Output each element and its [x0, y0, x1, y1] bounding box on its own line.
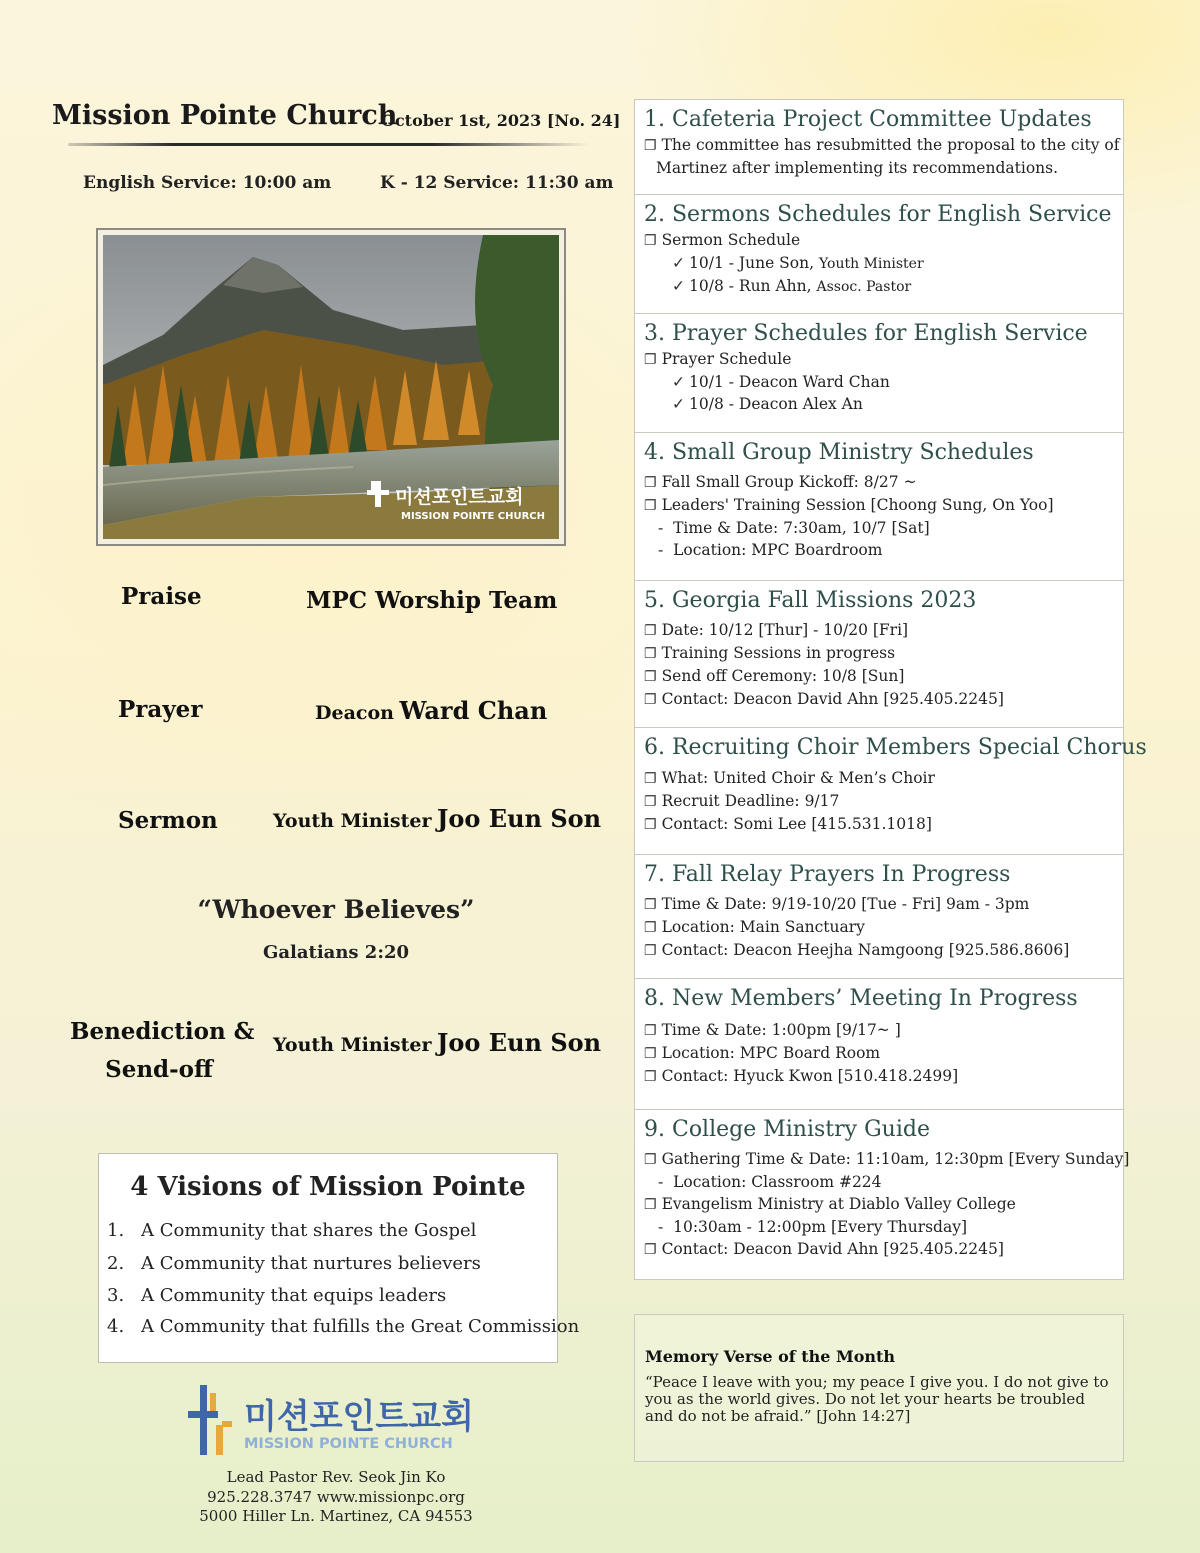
announcement-4: [634, 433, 1124, 581]
checkbox-icon: ❐: [644, 1023, 657, 1039]
announcement-9: [634, 1110, 1130, 1280]
k12-service-time: K - 12 Service: 11:30 am: [380, 173, 614, 193]
phone-website: 925.228.3747 www.missionpc.org: [207, 1488, 465, 1506]
checkbox-icon: ❐: [644, 233, 657, 249]
announcement-title: 5. Georgia Fall Missions 2023: [644, 588, 977, 613]
announcement-line: ❐ Location: Main Sanctuary: [644, 918, 865, 936]
announcement-line: ❐ Evangelism Ministry at Diablo Valley College: [644, 1195, 1016, 1213]
visions-box: [98, 1153, 580, 1363]
announcement-title: 8. New Members’ Meeting In Progress: [644, 986, 1078, 1011]
announcement-line: - 10:30am - 12:00pm [Every Thursday]: [658, 1218, 968, 1236]
benediction-minister-name: Joo Eun Son: [437, 1028, 602, 1057]
announcement-line: ✓ 10/1 - June Son, Youth Minister: [672, 254, 924, 272]
vision-number: 1.: [107, 1220, 125, 1241]
vision-item: [107, 1316, 579, 1337]
checkbox-icon: ❐: [644, 352, 657, 368]
announcement-line: ❐ Time & Date: 9/19-10/20 [Tue - Fri] 9am - 3pm: [644, 895, 1030, 913]
prayer-label: Prayer: [118, 696, 203, 723]
announcement-2: [634, 195, 1124, 314]
announcement-line: ✓ 10/8 - Deacon Alex An: [672, 395, 863, 413]
checkbox-icon: ❐: [644, 498, 657, 514]
announcement-line: ❐ The committee has resubmitted the proposal to the city of: [644, 136, 1120, 154]
checkmark-icon: ✓: [672, 373, 685, 391]
vision-text: A Community that fulfills the Great Commission: [141, 1316, 580, 1337]
announcement-line: ❐ Contact: Deacon Heejha Namgoong [925.586.8606]: [644, 941, 1070, 959]
vision-number: 3.: [107, 1285, 125, 1306]
sermon-title: “Whoever Believes”: [197, 895, 475, 924]
checkbox-icon: ❐: [644, 1069, 657, 1085]
checkmark-icon: ✓: [672, 395, 685, 413]
logo-english: MISSION POINTE CHURCH: [244, 1436, 453, 1452]
header-rule: [68, 143, 590, 146]
praise-label: Praise: [121, 583, 202, 610]
memory-verse-text: “Peace I leave with you; my peace I give you. I do not give to you as the world gives. Do not let your hearts be troubled and do not be afraid.” [John 14:27]: [645, 1373, 1109, 1425]
checkbox-icon: ❐: [644, 920, 657, 936]
autumn-landscape-photo: [96, 228, 566, 546]
announcement-line: ❐ Time & Date: 1:00pm [9/17~ ]: [644, 1021, 901, 1039]
sermon-preacher-name: Joo Eun Son: [437, 804, 602, 833]
sermon-preacher: [273, 804, 601, 833]
announcement-title: 9. College Ministry Guide: [644, 1117, 930, 1142]
announcement-title: 7. Fall Relay Prayers In Progress: [644, 862, 1011, 887]
announcement-line: ✓ 10/8 - Run Ahn, Assoc. Pastor: [672, 277, 912, 295]
vision-number: 2.: [107, 1253, 125, 1274]
vision-item: [107, 1253, 481, 1274]
benediction-label-line1: Benediction &: [70, 1018, 255, 1045]
landscape-illustration: [103, 235, 559, 539]
announcement-line: ❐ Recruit Deadline: 9/17: [644, 792, 840, 810]
vision-text: A Community that equips leaders: [141, 1285, 447, 1306]
announcement-6: [634, 728, 1147, 855]
vision-item: [107, 1220, 476, 1241]
checkbox-icon: ❐: [644, 138, 657, 154]
checkmark-icon: ✓: [672, 254, 685, 272]
benediction-minister-title: Youth Minister: [273, 1034, 432, 1056]
announcement-line: ❐ Sermon Schedule: [644, 231, 801, 249]
announcements-column: [634, 99, 1147, 1280]
praise-leader-name: MPC Worship Team: [306, 587, 558, 614]
announcement-line: ❐ Contact: Deacon David Ahn [925.405.2245]: [644, 1240, 1004, 1258]
checkbox-icon: ❐: [644, 817, 657, 833]
vision-text: A Community that shares the Gospel: [141, 1220, 477, 1241]
announcement-8: [634, 979, 1124, 1110]
checkbox-icon: ❐: [644, 943, 657, 959]
announcement-line: ❐ Location: MPC Board Room: [644, 1044, 881, 1062]
announcement-line: - Location: Classroom #224: [658, 1173, 882, 1191]
announcement-line: ✓ 10/1 - Deacon Ward Chan: [672, 373, 890, 391]
announcement-line: Martinez after implementing its recommendations.: [656, 159, 1059, 177]
announcement-1: [634, 99, 1124, 195]
benediction-minister: [273, 1028, 601, 1057]
announcement-title: 1. Cafeteria Project Committee Updates: [644, 107, 1092, 132]
church-address: 5000 Hiller Ln. Martinez, CA 94553: [199, 1507, 473, 1525]
prayer-leader-title: Deacon: [315, 702, 394, 724]
church-title: Mission Pointe Church: [52, 100, 398, 131]
vision-number: 4.: [107, 1316, 125, 1337]
praise-leader: [306, 587, 557, 614]
announcement-line: ❐ Training Sessions in progress: [644, 644, 896, 662]
announcement-line: - Time & Date: 7:30am, 10/7 [Sat]: [658, 519, 930, 537]
announcement-7: [634, 855, 1124, 979]
photo-logo-korean: 미션포인트교회: [395, 486, 524, 508]
benediction-label: [70, 1013, 255, 1089]
checkmark-icon: ✓: [672, 277, 685, 295]
logo-korean: 미션포인트교회: [244, 1397, 474, 1437]
announcement-line: ❐ Contact: Deacon David Ahn [925.405.2245]: [644, 690, 1004, 708]
checkbox-icon: ❐: [644, 771, 657, 787]
bulletin-date: October 1st, 2023 [No. 24]: [381, 111, 621, 130]
memory-verse-box: [634, 1314, 1124, 1462]
scripture-reference: Galatians 2:20: [262, 942, 410, 963]
memory-verse-title: Memory Verse of the Month: [645, 1347, 896, 1366]
announcement-line: - Location: MPC Boardroom: [658, 541, 883, 559]
announcement-line: ❐ Send off Ceremony: 10/8 [Sun]: [644, 667, 905, 685]
checkbox-icon: ❐: [644, 1046, 657, 1062]
checkbox-icon: ❐: [644, 1197, 657, 1213]
benediction-label-line2: Send-off: [105, 1056, 213, 1083]
checkbox-icon: ❐: [644, 646, 657, 662]
sermon-preacher-title: Youth Minister: [273, 810, 432, 832]
announcement-line: ❐ Prayer Schedule: [644, 350, 792, 368]
announcement-title: 3. Prayer Schedules for English Service: [644, 321, 1088, 346]
prayer-leader: [315, 696, 547, 725]
lead-pastor: Lead Pastor Rev. Seok Jin Ko: [226, 1468, 446, 1486]
vision-text: A Community that nurtures believers: [141, 1253, 481, 1274]
sermon-label: Sermon: [118, 807, 218, 834]
checkbox-icon: ❐: [644, 1152, 657, 1168]
english-service-time: English Service: 10:00 am: [83, 173, 332, 193]
church-logo-mark: [186, 1383, 476, 1461]
announcement-5: [634, 581, 1124, 728]
visions-title: 4 Visions of Mission Pointe: [130, 1172, 526, 1202]
vision-item: [107, 1285, 446, 1306]
announcement-line: ❐ Fall Small Group Kickoff: 8/27 ~: [644, 473, 917, 491]
announcement-title: 6. Recruiting Choir Members Special Chorus: [644, 735, 1147, 760]
announcement-3: [634, 314, 1124, 433]
church-logo: [186, 1383, 476, 1461]
announcement-title: 2. Sermons Schedules for English Service: [644, 202, 1112, 227]
checkbox-icon: ❐: [644, 897, 657, 913]
checkbox-icon: ❐: [644, 623, 657, 639]
checkbox-icon: ❐: [644, 475, 657, 491]
checkbox-icon: ❐: [644, 1242, 657, 1258]
announcement-line: ❐ Date: 10/12 [Thur] - 10/20 [Fri]: [644, 621, 909, 639]
checkbox-icon: ❐: [644, 692, 657, 708]
announcement-title: 4. Small Group Ministry Schedules: [644, 440, 1034, 465]
photo-logo-english: MISSION POINTE CHURCH: [401, 511, 545, 522]
announcement-line: ❐ Gathering Time & Date: 11:10am, 12:30pm [Every Sunday]: [644, 1150, 1130, 1168]
announcement-line: ❐ Leaders' Training Session [Choong Sung, On Yoo]: [644, 496, 1054, 514]
announcement-line: ❐ Contact: Hyuck Kwon [510.418.2499]: [644, 1067, 959, 1085]
checkbox-icon: ❐: [644, 669, 657, 685]
prayer-leader-name: Ward Chan: [399, 696, 548, 725]
announcement-line: ❐ Contact: Somi Lee [415.531.1018]: [644, 815, 932, 833]
checkbox-icon: ❐: [644, 794, 657, 810]
announcement-line: ❐ What: United Choir & Men’s Choir: [644, 769, 935, 787]
